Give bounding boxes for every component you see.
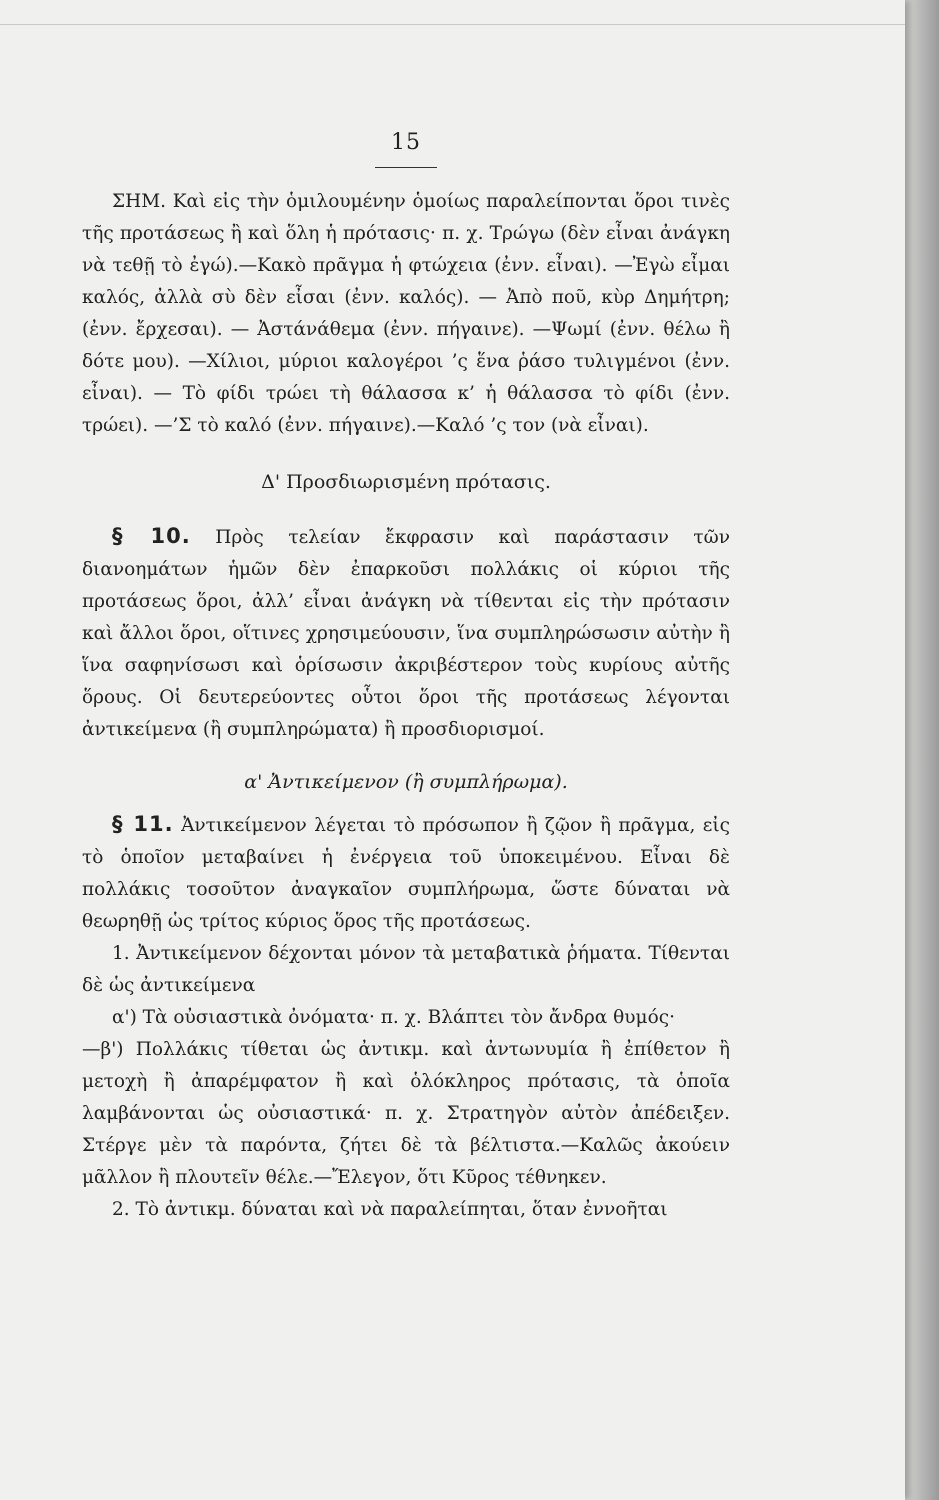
- paragraph-10-text: Πρὸς τελείαν ἔκφρασιν καὶ παράστασιν τῶν διανοημάτων ἡμῶν δὲν ἐπαρκοῦσι πολλάκις οἱ κύριοι τῆς προτάσεως ὅροι, ἀλλ’ εἶναι ἀνάγκη νὰ τίθενται εἰς τὴν πρότασιν καὶ ἄλλοι ὅροι, οἵτινες χρησιμεύουσιν, ἵνα συμπληρώσωσιν αὐτὴν ἢ ἵνα σαφηνίσωσι καὶ ὁρίσωσιν ἀκριβέστερον τοὺς κυρίους αὐτῆς ὅρους. Οἱ δευτερεύοντες οὗτοι ὅροι τῆς προτάσεως λέγονται ἀντικείμενα (ἢ συμπληρώματα) ἢ προσδιορισμοί.: [82, 527, 731, 740]
- section-heading-alpha: α' Ἀντικείμενον (ἢ συμπλήρωμα).: [244, 771, 568, 793]
- list-item-1b: —β') Πολλάκις τίθεται ὡς ἀντικμ. καὶ ἀντωνυμία ἢ ἐπίθετον ἢ μετοχὴ ἢ ἀπαρέμφατον ἢ καὶ ὁλόκληρος πρότασις, τὰ ὁποῖα λαμβάνονται ὡς οὐσιαστικά· π. χ. Στρατηγὸν αὐτὸν ἀπέδειξεν. Στέργε μὲν τὰ παρόντα, ζήτει δὲ τὰ βέλτιστα.—Καλῶς ἀκούειν μᾶλλον ἢ πλουτεῖν θέλε.—Ἔλεγον, ὅτι Κῦρος τέθνηκεν.: [82, 1039, 730, 1188]
- page-content: [82, 130, 730, 1226]
- paragraph-11-number: § 11.: [112, 812, 174, 836]
- paragraph-10-number: § 10.: [112, 524, 191, 548]
- section-heading-delta: Δ' Προσδιωρισμένη πρότασις.: [261, 471, 551, 493]
- page-number-rule: [375, 167, 437, 168]
- paragraph-11: [82, 808, 730, 938]
- page-number: 15: [391, 130, 421, 155]
- paragraph-10: [82, 520, 730, 746]
- list-item-1a: α') Τὰ οὐσιαστικὰ ὀνόματα· π. χ. Βλάπτει τὸν ἄνδρα θυμός·: [112, 1007, 675, 1028]
- page-edge-line: [0, 24, 905, 25]
- list-item-2: 2. Τὸ ἀντικμ. δύναται καὶ νὰ παραλείπηται, ὅταν ἐννοῆται: [112, 1199, 668, 1220]
- note-paragraph: ΣΗΜ. Καὶ εἰς τὴν ὁμιλουμένην ὁμοίως παραλείπονται ὅροι τινὲς τῆς προτάσεως ἢ καὶ ὅλη ἡ πρότασις· π. χ. Τρώγω (δὲν εἶναι ἀνάγκη νὰ τεθῇ τὸ ἐγώ).—Κακὸ πρᾶγμα ἡ φτώχεια (ἐνν. εἶναι). —Ἐγὼ εἶμαι καλός, ἀλλὰ σὺ δὲν εἶσαι (ἐνν. καλός). — Ἀπὸ ποῦ, κὺρ Δημήτρη; (ἐνν. ἔρχεσαι). — Ἀστάνάθεμα (ἐνν. πήγαινε). —Ψωμί (ἐνν. θέλω ἢ δότε μου). —Χίλιοι, μύριοι καλογέροι ’ς ἕνα ῥάσο τυλιγμένοι (ἐνν. εἶναι). — Τὸ φίδι τρώει τὴ θάλασσα κ’ ἡ θάλασσα τὸ φίδι (ἐνν. τρώει). —’Σ τὸ καλό (ἐνν. πήγαινε).—Καλό ’ς τον (νὰ εἶναι).: [82, 191, 730, 436]
- paragraph-11-text: Ἀντικείμενον λέγεται τὸ πρόσωπον ἢ ζῷον ἢ πρᾶγμα, εἰς τὸ ὁποῖον μεταβαίνει ἡ ἐνέργεια τοῦ ὑποκειμένου. Εἶναι δὲ πολλάκις τοσοῦτον ἀναγκαῖον συμπλήρωμα, ὥστε δύναται νὰ θεωρηθῇ ὡς τρίτος κύριος ὅρος τῆς προτάσεως.: [82, 815, 731, 932]
- list-item-1: 1. Ἀντικείμενον δέχονται μόνον τὰ μεταβατικὰ ῥήματα. Τίθενται δὲ ὡς ἀντικείμενα: [82, 943, 730, 996]
